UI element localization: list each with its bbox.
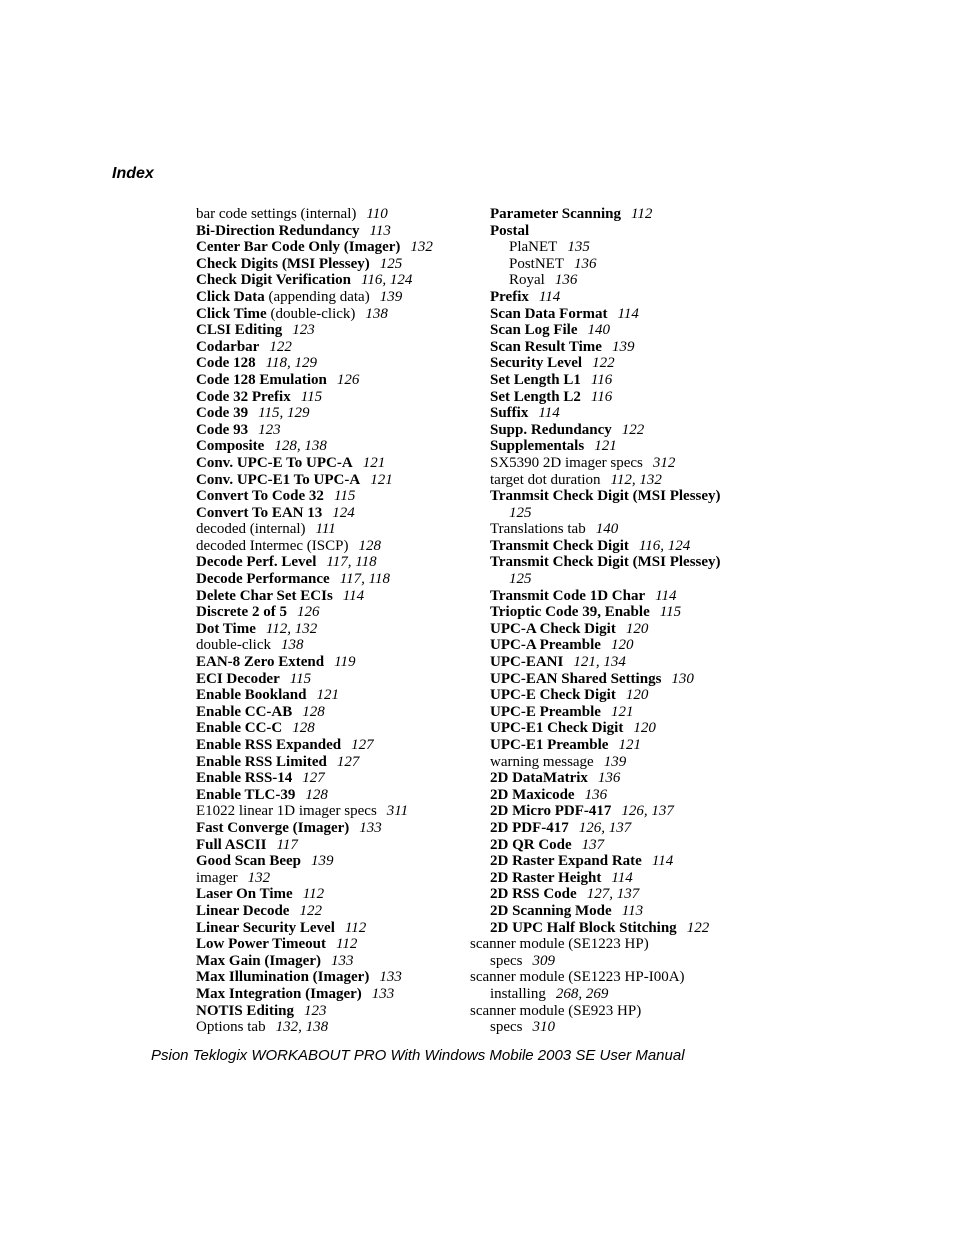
index-entry: [196, 687, 456, 704]
index-page-refs: 139: [603, 753, 627, 770]
index-term: PlaNET: [509, 239, 558, 256]
index-entry: [470, 720, 770, 737]
index-term: Supp. Redundancy: [490, 421, 612, 438]
index-entry: [470, 853, 770, 870]
index-term: Good Scan Beep: [196, 853, 302, 870]
index-page-refs: 114: [651, 853, 674, 870]
index-entry: [196, 720, 456, 737]
index-term: scanner module (SE1223 HP-I00A): [470, 969, 685, 986]
index-entry: [470, 538, 770, 555]
index-page-refs: 115: [289, 670, 312, 687]
index-term: Transmit Check Digit (MSI Plessey): [490, 554, 721, 571]
index-entry: [196, 704, 456, 721]
index-term: UPC-A Check Digit: [490, 620, 616, 637]
index-term: Scan Data Format: [490, 305, 608, 322]
index-page-refs: 136: [574, 255, 597, 272]
index-entry: [470, 920, 770, 937]
index-term: Enable CC-AB: [196, 703, 293, 720]
index-entry: [196, 920, 456, 937]
index-page-refs: 311: [386, 803, 409, 820]
index-page-refs: 132, 138: [275, 1019, 329, 1036]
index-entry: [470, 969, 770, 986]
index-entry: [196, 306, 456, 323]
index-term: Check Digit Verification: [196, 272, 351, 289]
index-entry: [470, 455, 770, 472]
index-entry: [196, 953, 456, 970]
index-term: Trioptic Code 39, Enable: [490, 604, 650, 621]
index-entry: [196, 422, 456, 439]
index-term: 2D Scanning Mode: [490, 902, 612, 919]
index-entry: [470, 754, 770, 771]
index-entry: [470, 787, 770, 804]
index-entry: [196, 936, 456, 953]
index-entry: [470, 488, 770, 505]
index-page-refs: 139: [611, 338, 635, 355]
index-entry: [470, 472, 770, 489]
index-entry: [196, 1003, 456, 1020]
index-page-refs: 121: [594, 438, 617, 455]
index-entry: [196, 505, 456, 522]
index-page-refs: 115: [333, 488, 356, 505]
index-page-refs: 139: [311, 853, 334, 870]
index-term: Enable RSS Limited: [196, 753, 327, 770]
index-page-refs: 112: [344, 919, 367, 936]
index-entry: [470, 654, 770, 671]
index-page-refs: 121: [370, 471, 393, 488]
index-entry: [470, 837, 770, 854]
index-page-refs: 114: [538, 288, 561, 305]
index-entry: [196, 986, 456, 1003]
index-entry: [470, 206, 770, 223]
index-column-left: [196, 206, 456, 1036]
index-entry: [196, 637, 456, 654]
index-term: Code 128: [196, 355, 256, 372]
index-page-refs: 112: [630, 206, 653, 222]
index-entry: [470, 505, 770, 522]
index-page-refs: 116: [590, 388, 613, 405]
index-entry: [196, 571, 456, 588]
index-term: UPC-EANI: [490, 654, 564, 671]
index-entry: [196, 837, 456, 854]
index-page-refs: 132: [247, 869, 271, 886]
index-entry: [196, 521, 456, 538]
index-page-refs: 120: [610, 637, 634, 654]
index-page-refs: 119: [334, 654, 356, 671]
index-page-refs: 140: [587, 322, 611, 339]
index-entry: [470, 737, 770, 754]
index-term: Enable Bookland: [196, 687, 307, 704]
index-entry: [196, 870, 456, 887]
index-page-refs: 133: [330, 952, 354, 969]
index-entry: [470, 588, 770, 605]
index-term: Postal: [490, 222, 530, 239]
index-entry: [196, 488, 456, 505]
index-page-refs: 122: [592, 355, 615, 372]
index-entry: [196, 969, 456, 986]
index-page-refs: 114: [655, 587, 677, 604]
page-footer: Psion Teklogix WORKABOUT PRO With Windows Mobile 2003 SE User Manual: [151, 1047, 685, 1064]
index-term: ECI Decoder: [196, 670, 280, 687]
index-page-refs: 127: [336, 753, 360, 770]
index-page-refs: 123: [258, 421, 281, 438]
index-page-refs: 112: [336, 936, 358, 953]
index-term: UPC-E1 Preamble: [490, 737, 609, 753]
index-page-refs: 126, 137: [578, 819, 632, 836]
index-page-refs: 140: [595, 521, 619, 538]
index-term: Enable RSS-14: [196, 770, 293, 787]
index-page-refs: 125: [509, 571, 532, 588]
index-page-refs: 127: [351, 737, 374, 753]
index-page-refs: 138: [365, 305, 388, 322]
index-term: Scan Result Time: [490, 338, 602, 355]
index-page-refs: 111: [315, 521, 336, 538]
index-page-refs: 110: [366, 206, 388, 222]
index-page-refs: 128: [305, 786, 328, 803]
index-entry: [196, 405, 456, 422]
page-header-title: Index: [112, 165, 154, 182]
index-term: scanner module (SE923 HP): [470, 1002, 642, 1019]
index-page-refs: 121: [618, 737, 641, 753]
index-entry: [196, 239, 456, 256]
index-entry: [470, 521, 770, 538]
index-term: Parameter Scanning: [490, 206, 621, 222]
index-page-refs: 124: [332, 504, 355, 521]
index-term: Full ASCII: [196, 836, 267, 853]
index-term: Options tab: [196, 1019, 266, 1036]
index-entry: [196, 472, 456, 489]
index-page-refs: 122: [686, 919, 710, 936]
index-term: UPC-E1 Check Digit: [490, 720, 624, 737]
index-page-refs: 127: [302, 770, 325, 787]
index-term: Enable CC-C: [196, 720, 283, 737]
index-term: Max Integration (Imager): [196, 985, 362, 1002]
index-entry: [470, 1019, 770, 1036]
index-entry: [196, 438, 456, 455]
index-entry: [196, 538, 456, 555]
index-page-refs: 137: [581, 836, 605, 853]
index-page-refs: 115, 129: [258, 405, 310, 422]
index-term: Security Level: [490, 355, 583, 372]
index-entry: [196, 355, 456, 372]
index-entry: [196, 223, 456, 240]
index-term: Click Time: [196, 305, 267, 322]
index-term: Composite: [196, 438, 265, 455]
index-term: installing: [490, 985, 546, 1002]
index-term: Transmit Check Digit: [490, 537, 629, 554]
index-page-refs: 120: [633, 720, 656, 737]
index-term: SX5390 2D imager specs: [490, 454, 643, 471]
index-page-refs: 122: [269, 338, 292, 355]
index-term: decoded Intermec (ISCP): [196, 537, 349, 554]
index-term: imager: [196, 869, 238, 886]
index-entry: [196, 820, 456, 837]
index-term: Fast Converge (Imager): [196, 819, 350, 836]
index-entry: [470, 306, 770, 323]
index-term: 2D Raster Expand Rate: [490, 853, 642, 870]
index-page-refs: 115: [300, 388, 323, 405]
index-entry: [470, 256, 770, 273]
index-page-refs: 117, 118: [326, 554, 377, 571]
index-entry: [196, 903, 456, 920]
index-page-refs: 125: [379, 255, 403, 272]
index-term: Code 93: [196, 421, 249, 438]
index-page-refs: 128: [292, 720, 315, 737]
index-term: 2D Raster Height: [490, 869, 602, 886]
index-entry: [470, 770, 770, 787]
index-term: Royal: [509, 272, 545, 289]
index-term: double-click: [196, 637, 271, 654]
index-term: specs: [490, 1019, 523, 1036]
index-term: Codarbar: [196, 338, 260, 355]
index-page-refs: 309: [532, 952, 555, 969]
index-page-refs: 122: [621, 421, 645, 438]
index-entry: [470, 422, 770, 439]
index-term: Supplementals: [490, 438, 585, 455]
index-term: 2D UPC Half Block Stitching: [490, 919, 677, 936]
index-entry: [470, 438, 770, 455]
index-page-refs: 121: [362, 454, 386, 471]
index-page-refs: 139: [379, 288, 403, 305]
index-entry: [196, 554, 456, 571]
index-entry: [470, 554, 770, 571]
index-page-refs: 128: [358, 537, 381, 554]
index-page-refs: 114: [342, 587, 365, 604]
index-entry: [196, 770, 456, 787]
index-term: 2D PDF-417: [490, 819, 569, 836]
index-term: bar code settings (internal): [196, 206, 357, 222]
index-term: 2D RSS Code: [490, 886, 577, 903]
index-entry: [196, 1019, 456, 1036]
index-page-refs: 126, 137: [621, 803, 674, 820]
index-term: decoded (internal): [196, 521, 306, 538]
index-entry: [470, 272, 770, 289]
index-page-refs: 114: [611, 869, 633, 886]
index-term: E1022 linear 1D imager specs: [196, 803, 377, 820]
index-page-refs: 112: [302, 886, 325, 903]
index-page-refs: 113: [621, 902, 644, 919]
index-term: target dot duration: [490, 471, 601, 488]
index-term: Transmit Code 1D Char: [490, 587, 646, 604]
index-term-qualifier: (appending data): [264, 288, 370, 305]
index-term: Set Length L1: [490, 371, 581, 388]
index-entry: [470, 986, 770, 1003]
index-entry: [196, 272, 456, 289]
index-term: scanner module (SE1223 HP): [470, 936, 649, 953]
index-entry: [196, 621, 456, 638]
index-entry: [470, 355, 770, 372]
index-page-refs: 116: [590, 371, 613, 388]
index-term: specs: [490, 952, 523, 969]
index-term: Low Power Timeout: [196, 936, 326, 953]
index-term: Suffix: [490, 405, 529, 422]
index-page-refs: 128: [302, 703, 325, 720]
index-page-refs: 115: [659, 604, 682, 621]
index-entry: [470, 936, 770, 953]
index-page-refs: 118, 129: [265, 355, 317, 372]
index-entry: [470, 803, 770, 820]
index-page-refs: 113: [369, 222, 391, 239]
index-term-qualifier: (double-click): [266, 305, 356, 322]
index-entry: [470, 704, 770, 721]
index-term: 2D DataMatrix: [490, 770, 588, 787]
index-page-refs: 128, 138: [274, 438, 327, 455]
index-term: Center Bar Code Only (Imager): [196, 239, 401, 256]
index-page-refs: 126: [296, 604, 320, 621]
index-term: Convert To Code 32: [196, 488, 324, 505]
index-page-refs: 133: [379, 969, 402, 986]
index-term: Max Illumination (Imager): [196, 969, 370, 986]
index-entry: [470, 870, 770, 887]
index-term: Translations tab: [490, 521, 586, 538]
index-entry: [196, 206, 456, 223]
index-term: Decode Perf. Level: [196, 554, 317, 571]
index-term: Decode Performance: [196, 571, 330, 588]
index-entry: [196, 455, 456, 472]
index-entry: [470, 339, 770, 356]
index-page-refs: 116, 124: [361, 272, 413, 289]
index-term: Convert To EAN 13: [196, 504, 323, 521]
index-term: Max Gain (Imager): [196, 952, 321, 969]
index-page-refs: 132: [410, 239, 433, 256]
index-term: UPC-E Preamble: [490, 703, 601, 720]
index-entry: [196, 803, 456, 820]
index-term: warning message: [490, 753, 594, 770]
index-term: Linear Decode: [196, 902, 290, 919]
index-entry: [196, 389, 456, 406]
index-entry: [470, 953, 770, 970]
index-term: Click Data: [196, 288, 265, 305]
index-term: Check Digits (MSI Plessey): [196, 255, 370, 272]
index-term: 2D Micro PDF-417: [490, 803, 612, 820]
index-page-refs: 135: [567, 239, 590, 256]
index-entry: [470, 389, 770, 406]
index-page-refs: 136: [584, 786, 608, 803]
index-entry: [470, 671, 770, 688]
index-entry: [470, 322, 770, 339]
index-entry: [470, 903, 770, 920]
index-entry: [470, 604, 770, 621]
index-entry: [470, 1003, 770, 1020]
index-entry: [470, 687, 770, 704]
index-entry: [196, 737, 456, 754]
index-entry: [470, 405, 770, 422]
index-term: 2D QR Code: [490, 836, 572, 853]
index-page-refs: 122: [299, 902, 322, 919]
index-column-right: [470, 206, 770, 1036]
index-entry: [196, 372, 456, 389]
index-term: NOTIS Editing: [196, 1002, 294, 1019]
index-page-refs: 112, 132: [610, 471, 662, 488]
index-term: Conv. UPC-E To UPC-A: [196, 454, 353, 471]
index-page-refs: 136: [554, 272, 578, 289]
index-page-refs: 114: [538, 405, 560, 422]
index-page-refs: 125: [509, 504, 532, 521]
index-entry: [470, 621, 770, 638]
index-term: UPC-E Check Digit: [490, 687, 616, 704]
index-entry: [196, 256, 456, 273]
index-entry: [470, 239, 770, 256]
index-entry: [470, 886, 770, 903]
index-entry: [196, 853, 456, 870]
index-entry: [196, 886, 456, 903]
index-entry: [470, 372, 770, 389]
index-entry: [196, 787, 456, 804]
index-page-refs: 121: [316, 687, 339, 704]
index-entry: [196, 339, 456, 356]
index-page-refs: 121: [610, 703, 634, 720]
index-page-refs: 117: [276, 836, 298, 853]
index-entry: [196, 654, 456, 671]
index-page-refs: 138: [280, 637, 304, 654]
index-page-refs: 120: [625, 687, 649, 704]
index-term: Code 39: [196, 405, 249, 422]
index-term: Laser On Time: [196, 886, 293, 903]
index-term: EAN-8 Zero Extend: [196, 654, 325, 671]
index-page-refs: 114: [617, 305, 639, 322]
index-term: Code 128 Emulation: [196, 371, 327, 388]
index-page-refs: 112, 132: [265, 620, 318, 637]
index-term: Scan Log File: [490, 322, 578, 339]
index-page-refs: 136: [597, 770, 621, 787]
index-term: CLSI Editing: [196, 322, 283, 339]
index-term: Enable TLC-39: [196, 786, 296, 803]
index-page-refs: 116, 124: [638, 537, 691, 554]
index-entry: [196, 289, 456, 306]
index-entry: [470, 820, 770, 837]
index-page-refs: 123: [303, 1002, 327, 1019]
index-term: Prefix: [490, 288, 529, 305]
index-entry: [196, 754, 456, 771]
index-page-refs: 130: [671, 670, 694, 687]
index-term: Delete Char Set ECIs: [196, 587, 333, 604]
index-term: Set Length L2: [490, 388, 581, 405]
index-page-refs: 127, 137: [586, 886, 640, 903]
index-entry: [470, 289, 770, 306]
index-entry: [470, 223, 770, 240]
index-term: PostNET: [509, 255, 565, 272]
index-page-refs: 121, 134: [573, 654, 626, 671]
index-page-refs: 126: [336, 371, 360, 388]
index-page-refs: 117, 118: [339, 571, 390, 588]
index-page-refs: 133: [359, 819, 382, 836]
index-page-refs: 120: [625, 620, 649, 637]
index-page-refs: 123: [292, 322, 315, 339]
index-entry: [196, 322, 456, 339]
index-page-refs: 312: [652, 454, 676, 471]
index-term: Bi-Direction Redundancy: [196, 222, 360, 239]
index-term: Code 32 Prefix: [196, 388, 291, 405]
index-term: UPC-EAN Shared Settings: [490, 670, 662, 687]
index-term: Tranmsit Check Digit (MSI Plessey): [490, 488, 721, 505]
index-entry: [470, 637, 770, 654]
index-entry: [196, 604, 456, 621]
index-term: Enable RSS Expanded: [196, 737, 342, 753]
index-page-refs: 310: [532, 1019, 555, 1036]
index-page-refs: 133: [371, 985, 395, 1002]
index-term: Linear Security Level: [196, 919, 335, 936]
index-entry: [470, 571, 770, 588]
index-term: 2D Maxicode: [490, 786, 575, 803]
index-term: Dot Time: [196, 620, 256, 637]
index-page-refs: 268, 269: [555, 985, 609, 1002]
index-term: Discrete 2 of 5: [196, 604, 287, 621]
index-term: UPC-A Preamble: [490, 637, 601, 654]
index-term: Conv. UPC-E1 To UPC-A: [196, 471, 361, 488]
index-entry: [196, 671, 456, 688]
index-entry: [196, 588, 456, 605]
